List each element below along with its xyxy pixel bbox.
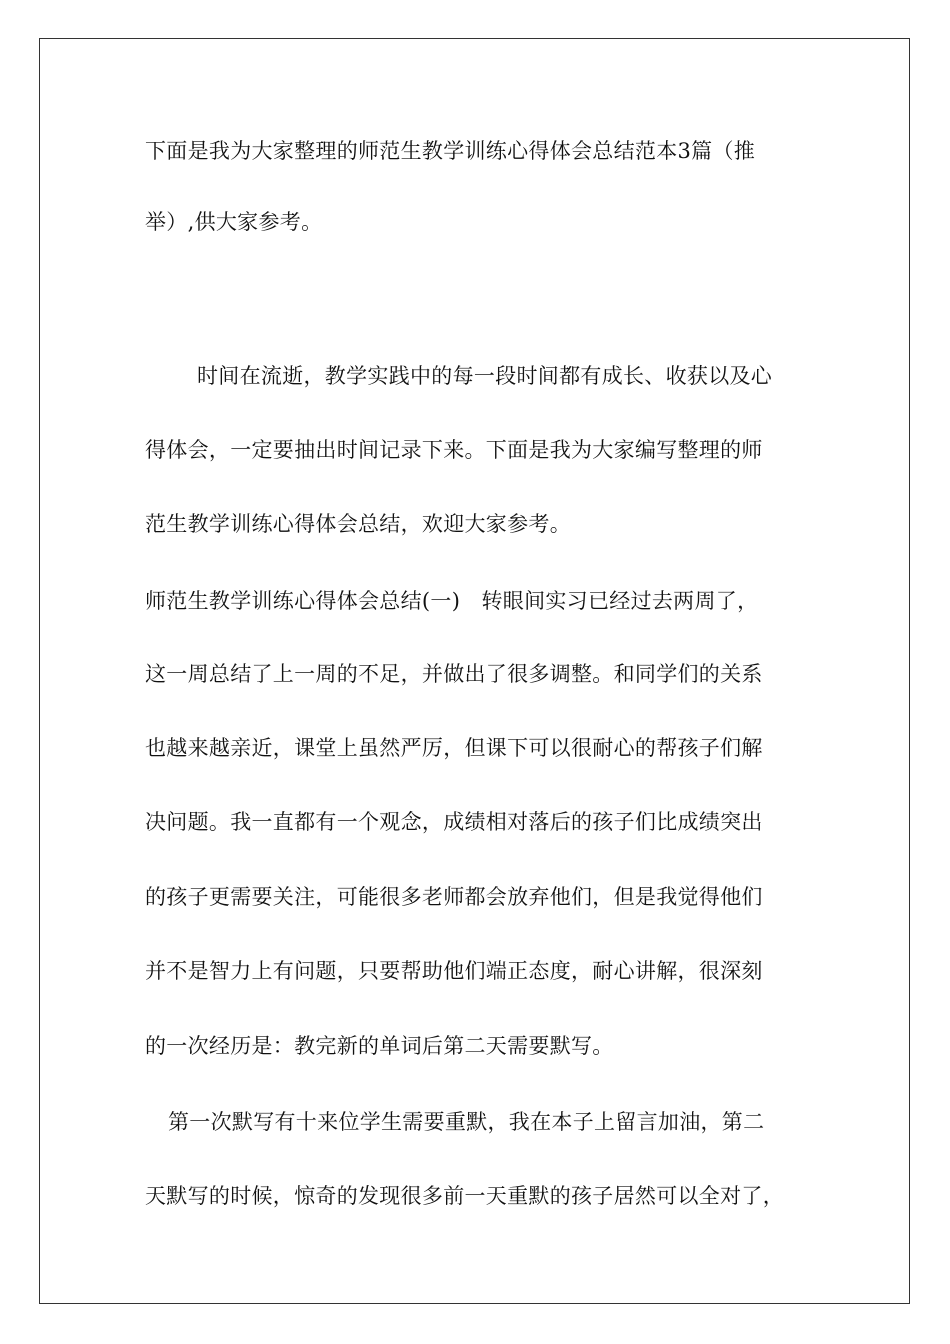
text-line: 范生教学训练心得体会总结，欢迎大家参考。: [145, 512, 571, 536]
text-line: 得体会，一定要抽出时间记录下来。下面是我为大家编写整理的师: [145, 438, 763, 462]
text-line: 的一次经历是：教完新的单词后第二天需要默写。: [145, 1034, 614, 1058]
text-line: 下面是我为大家整理的师范生教学训练心得体会总结范本3篇（推: [145, 139, 756, 163]
text-line: 决问题。我一直都有一个观念，成绩相对落后的孩子们比成绩突出: [145, 810, 763, 834]
text-line: 并不是智力上有问题，只要帮助他们端正态度，耐心讲解，很深刻: [145, 959, 763, 983]
text-line: 举）,供大家参考。: [145, 210, 323, 234]
text-line: 时间在流逝，教学实践中的每一段时间都有成长、收获以及心: [197, 364, 773, 388]
text-line: 也越来越亲近，课堂上虽然严厉，但课下可以很耐心的帮孩子们解: [145, 736, 763, 760]
text-line: 第一次默写有十来位学生需要重默，我在本子上留言加油，第二: [168, 1110, 765, 1134]
text-line: 这一周总结了上一周的不足，并做出了很多调整。和同学们的关系: [145, 662, 763, 686]
text-line: 天默写的时候，惊奇的发现很多前一天重默的孩子居然可以全对了，: [145, 1184, 784, 1208]
section-heading-line: 师范生教学训练心得体会总结(一) 转眼间实习已经过去两周了，: [145, 589, 759, 613]
text-line: 的孩子更需要关注，可能很多老师都会放弃他们，但是我觉得他们: [145, 885, 763, 909]
